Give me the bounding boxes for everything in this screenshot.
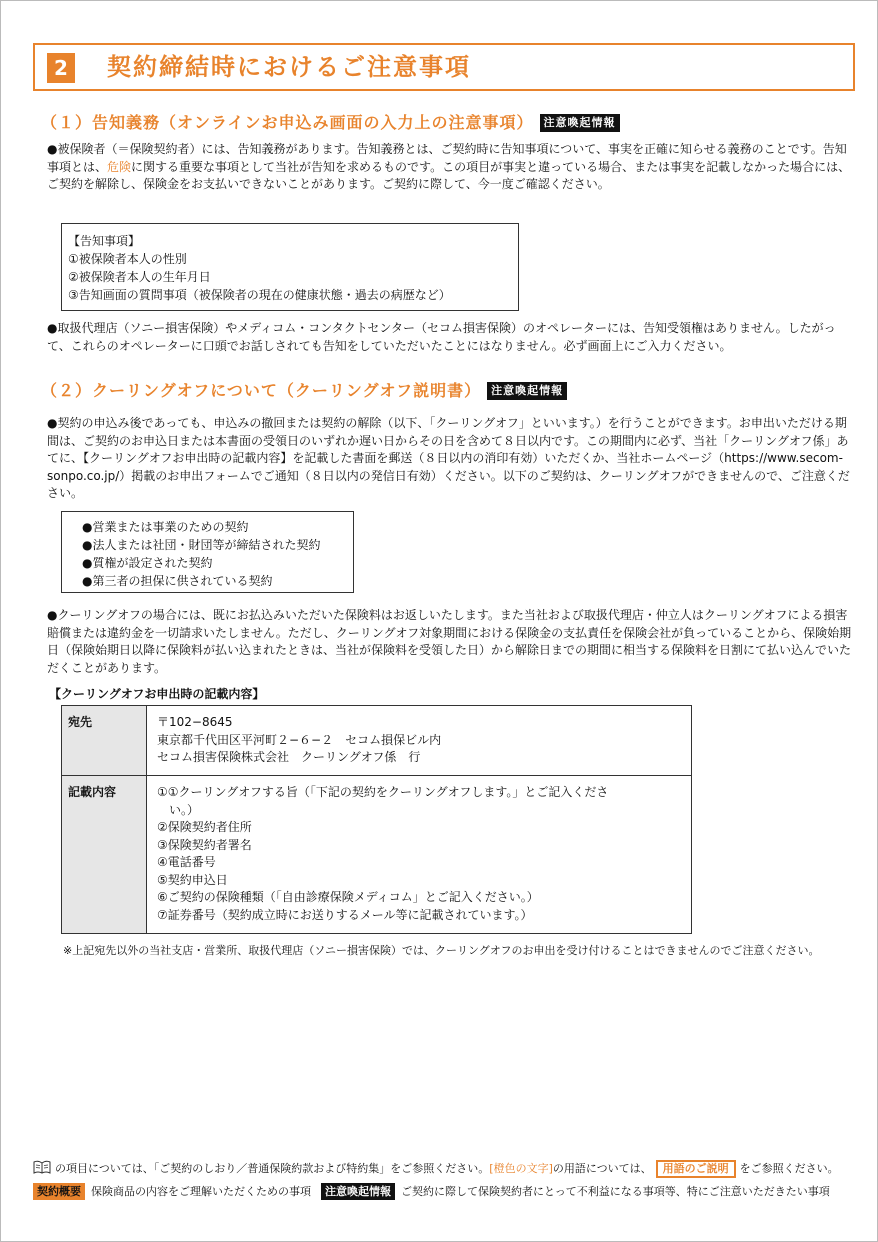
subsection-1-heading bbox=[41, 112, 620, 134]
caution-tag: 注意喚起情報 bbox=[487, 382, 567, 400]
box-title: 【告知事項】 bbox=[68, 234, 141, 248]
list-item: ●営業または事業のための契約 bbox=[82, 520, 249, 534]
content-value: ①①クーリングオフする旨（「下記の契約をクーリングオフします。」とご記入くださ い。） ②保険契約者住所 ③保険契約者署名 ④電話番号 ⑤契約申込日 ⑥ご契約の保険種類（「自由診療保険メディコム」とご記入ください。） ⑦証券番号（契約成立時にお送りするメール等に記載されています。） bbox=[147, 776, 692, 934]
destination-label: 宛先 bbox=[62, 706, 147, 776]
list-item: ②被保険者本人の生年月日 bbox=[68, 270, 211, 284]
cooling-off-table bbox=[61, 705, 692, 934]
section-title: 契約締結時におけるご注意事項 bbox=[107, 53, 471, 81]
footer-legend-line: 契約概要 保険商品の内容をご理解いただくための事項 注意喚起情報 ご契約に際して保険契約者にとって不利益になる事項等、特にご注意いただきたい事項 bbox=[33, 1183, 830, 1201]
table-caption: 【クーリングオフお申出時の記載内容】 bbox=[49, 687, 265, 701]
footer-reference-line: の項目については、「ご契約のしおり／普通保険約款および特約集」をご参照ください。[橙色の文字]の用語については、 用語のご説明 をご参照ください。 bbox=[33, 1159, 839, 1179]
section-header bbox=[33, 43, 855, 91]
list-item: ●法人または社団・財団等が締結された契約 bbox=[82, 538, 321, 552]
subsection-2-heading bbox=[41, 380, 567, 402]
subsection-1-title: （１）告知義務（オンラインお申込み画面の入力上の注意事項） bbox=[41, 113, 534, 132]
operator-notice-text: ●取扱代理店（ソニー損害保険）やメディコム・コンタクトセンター（セコム損害保険）のオペレーターには、告知受領権はありません。したがって、これらのオペレーターに口頭でお話しされても告知をしていただいたことにはなりません。必ず画面上にご入力ください。 bbox=[47, 321, 836, 353]
note-text: ※上記宛先以外の当社支店・営業所、取扱代理店（ソニー損害保険）では、クーリングオフのお申出を受け付けることはできませんのでご注意ください。 bbox=[63, 944, 820, 957]
content-label: 記載内容 bbox=[62, 776, 147, 934]
table-row bbox=[62, 706, 692, 776]
contract-overview-tag: 契約概要 bbox=[33, 1183, 85, 1200]
caution-tag: 注意喚起情報 bbox=[540, 114, 620, 132]
excluded-contracts-box bbox=[61, 511, 354, 593]
cooling-off-text: ●契約の申込み後であっても、申込みの撤回または契約の解除（以下、「クーリングオフ」といいます。）を行うことができます。お申出いただける期間は、ご契約のお申込日または本書面の受領日のいずれか遅い日からその日を含めて８日以内です。この期間内に必ず、当社「クーリングオフ係」あてに、【クーリングオフお申出時の記載内容】を記載した書面を郵送（８日以内の消印有効）いただくか、当社ホームページ（https://www.secom-sonpo.co.jp/）掲載のお申出フォームでご通知（８日以内の発信日有効）ください。以下のご契約は、クーリングオフができませんので、ご注意ください。 bbox=[47, 416, 850, 500]
section-number: 2 bbox=[47, 53, 75, 83]
orange-text-legend: [橙色の文字] bbox=[489, 1162, 553, 1175]
refund-text: ●クーリングオフの場合には、既にお払込みいただいた保険料はお返しいたします。また当社および取扱代理店・仲立人はクーリングオフによる損害賠償または違約金を一切請求いたしません。ただし、クーリングオフ対象期間における保険金の支払責任を保険会社が負っていることから、保険始期日（保険始期日以降に保険料が払い込まれたときは、当社が保険料を受領した日）から解除日までの期間に相当する保険料を日割にて払い込んでいただくことがあります。 bbox=[47, 608, 852, 675]
list-item: ①被保険者本人の性別 bbox=[68, 252, 187, 266]
list-item: ●第三者の担保に供されている契約 bbox=[82, 574, 273, 588]
list-item: ●質権が設定された契約 bbox=[82, 556, 213, 570]
term-risk[interactable]: 危険 bbox=[107, 159, 132, 174]
notification-items-box bbox=[61, 223, 519, 311]
list-item: ③告知画面の質問事項（被保険者の現在の健康状態・過去の病歴など） bbox=[68, 288, 451, 302]
subsection-2-title: （２）クーリングオフについて（クーリングオフ説明書） bbox=[41, 381, 482, 400]
glossary-link[interactable]: 用語のご説明 bbox=[656, 1160, 736, 1178]
caution-info-tag: 注意喚起情報 bbox=[321, 1183, 395, 1200]
table-row bbox=[62, 776, 692, 934]
notification-duty-text: ●被保険者（＝保険契約者）には、告知義務があります。告知義務とは、ご契約時に告知事項について、事実を正確に知らせる義務のことです。告知事項とは、危険に関する重要な事項として当社が告知を求めるものです。この項目が事実と違っている場合、または事実を記載しなかった場合には、ご契約を解除し、保険金をお支払いできないことがあります。ご契約に際して、今一度ご確認ください。 bbox=[47, 142, 851, 191]
book-icon bbox=[33, 1160, 51, 1174]
destination-value: 〒102−8645 東京都千代田区平河町２−６−２ セコム損保ビル内 セコム損害保険株式会社 クーリングオフ係 行 bbox=[147, 706, 692, 776]
